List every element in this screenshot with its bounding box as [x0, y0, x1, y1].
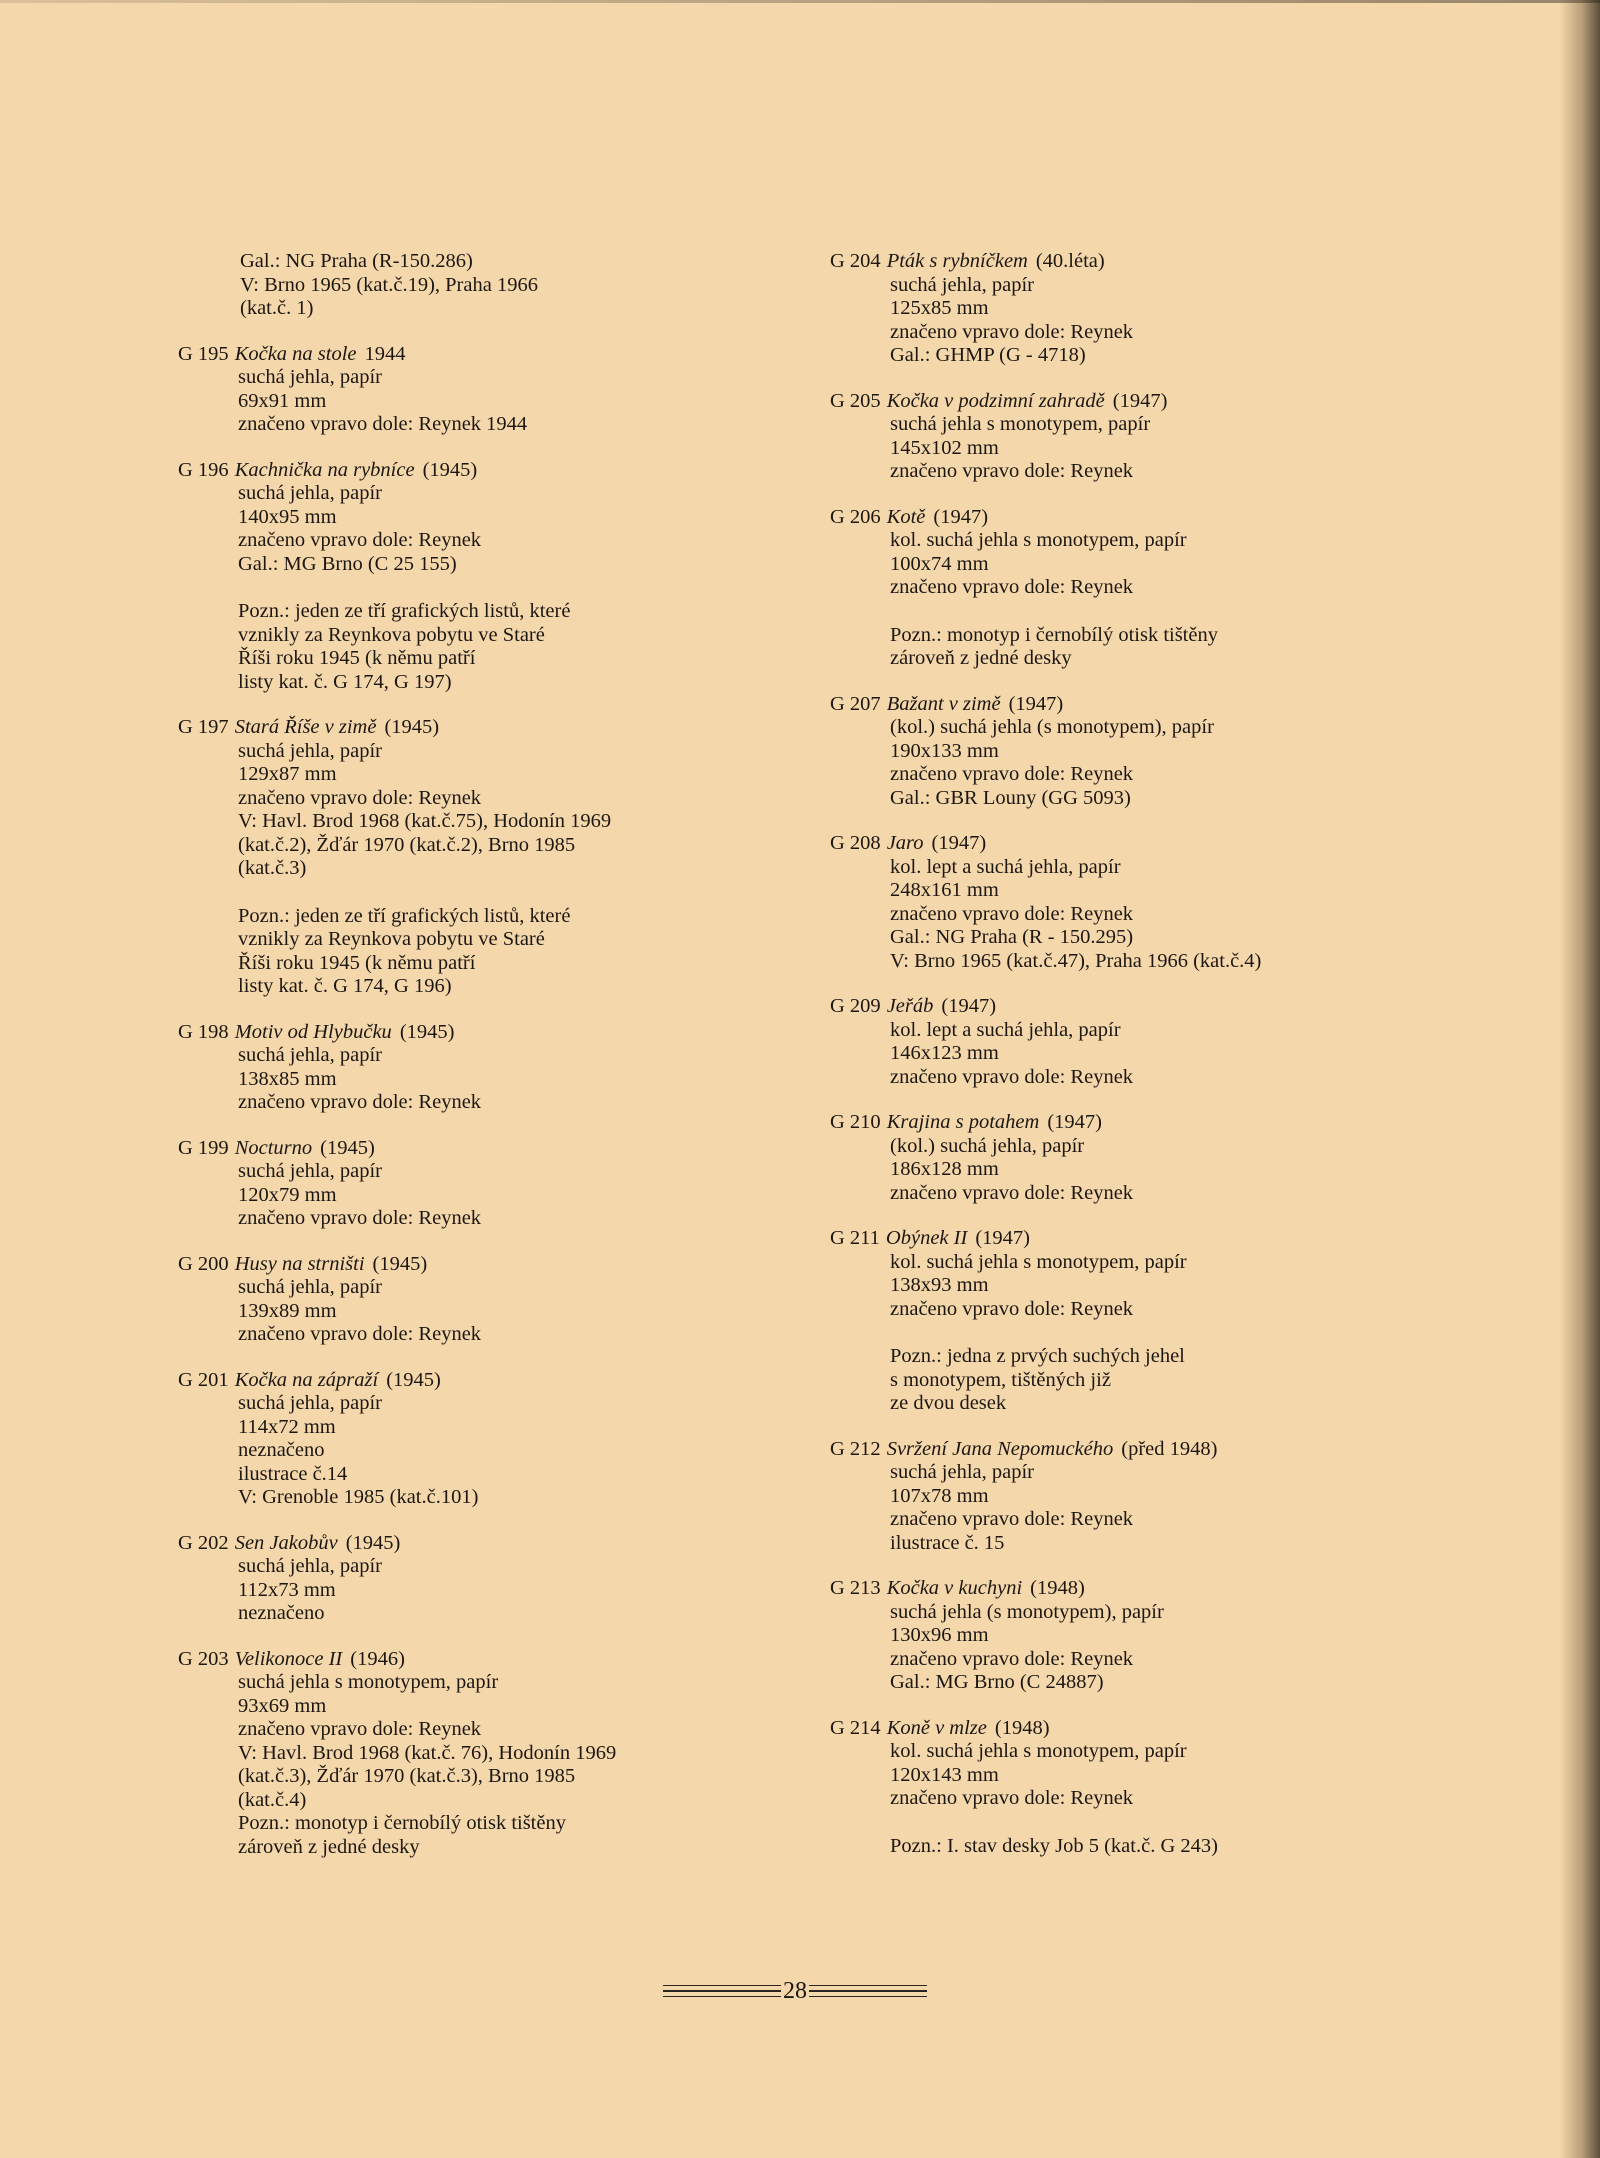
entry-date: (1947)	[1008, 692, 1064, 715]
catalog-entry	[832, 832, 1392, 973]
entry-date: (1945)	[422, 458, 478, 481]
note-line: zároveň z jedné desky	[890, 647, 1072, 669]
entry-line: značeno vpravo dole: Reynek	[890, 1647, 1134, 1670]
entry-code: G 195	[178, 342, 229, 365]
entry-code: G 199	[178, 1136, 229, 1159]
entry-heading	[178, 716, 820, 740]
entry-details	[832, 856, 1392, 974]
entry-heading	[830, 1111, 1392, 1135]
entry-line: (kat.č.3), Žďár 1970 (kat.č.3), Brno 1985	[238, 1765, 576, 1787]
entry-code: G 206	[830, 505, 881, 528]
entry-line: značeno vpravo dole: Reynek	[238, 1091, 482, 1113]
entry-details	[832, 413, 1392, 484]
entry-line: značeno vpravo dole: Reynek	[238, 1718, 482, 1740]
entry-title: Bažant v zimě	[886, 692, 1001, 715]
entry-note	[238, 600, 820, 694]
entry-line: kol. suchá jehla s monotypem, papír	[890, 1740, 1187, 1762]
entry-line: suchá jehla, papír	[238, 1044, 383, 1066]
catalog-entry	[832, 390, 1392, 484]
entry-heading	[830, 1577, 1392, 1601]
entry-line: 138x85 mm	[238, 1067, 337, 1090]
entry-details	[832, 1461, 1392, 1555]
entry-line: značeno vpravo dole: Reynek	[890, 1787, 1134, 1809]
entry-line: 140x95 mm	[238, 505, 337, 528]
entry-line: Gal.: NG Praha (R - 150.295)	[890, 926, 1134, 948]
entry-details	[180, 1160, 820, 1231]
entry-code: G 211	[830, 1227, 880, 1249]
entry-line: značeno vpravo dole: Reynek	[890, 320, 1134, 343]
entry-title: Koně v mlze	[886, 1716, 987, 1739]
entry-line: suchá jehla (s monotypem), papír	[890, 1600, 1164, 1623]
entry-line: 248x161 mm	[890, 879, 999, 901]
entry-date: (1948)	[994, 1716, 1050, 1739]
entry-line: suchá jehla s monotypem, papír	[890, 413, 1151, 435]
entry-code: G 201	[178, 1368, 229, 1391]
entry-date: (1947)	[931, 832, 987, 854]
entry-details	[832, 1740, 1392, 1858]
left-entries-list	[180, 343, 820, 1860]
entry-title: Sen Jakobův	[234, 1531, 338, 1554]
note-line: Pozn.: I. stav desky Job 5 (kat.č. G 243)	[890, 1834, 1218, 1857]
entry-heading	[178, 1648, 820, 1672]
catalog-entry	[180, 1137, 820, 1231]
entry-line: 130x96 mm	[890, 1624, 989, 1646]
entry-line: neznačeno	[238, 1439, 325, 1461]
catalog-entry	[832, 250, 1392, 368]
entry-code: G 204	[830, 250, 881, 272]
entry-line: ilustrace č. 15	[890, 1531, 1005, 1554]
entry-date: (1945)	[399, 1020, 455, 1043]
entry-heading	[830, 832, 1392, 856]
entry-code: G 209	[830, 995, 881, 1017]
entry-line: V: Grenoble 1985 (kat.č.101)	[238, 1486, 479, 1508]
entry-line: suchá jehla, papír	[890, 273, 1035, 296]
entry-line: suchá jehla, papír	[238, 739, 383, 762]
entry-line: Gal.: GBR Louny (GG 5093)	[890, 786, 1131, 809]
catalog-entry	[832, 693, 1392, 811]
note-line: Pozn.: monotyp i černobílý otisk tištěny	[890, 623, 1218, 646]
catalog-entry	[832, 1577, 1392, 1695]
note-line: vznikly za Reynkova pobytu ve Staré	[238, 928, 545, 950]
entry-line: 69x91 mm	[238, 389, 327, 412]
entry-date: (1945)	[345, 1531, 401, 1554]
entry-line: 120x79 mm	[238, 1183, 337, 1206]
catalog-entry	[832, 1438, 1392, 1556]
entry-line: 146x123 mm	[890, 1042, 999, 1064]
entry-title: Kočka v podzimní zahradě	[886, 389, 1105, 412]
entry-heading	[830, 693, 1392, 717]
entry-heading	[830, 250, 1392, 274]
entry-line: kol. suchá jehla s monotypem, papír	[890, 529, 1187, 551]
entry-line: kol. suchá jehla s monotypem, papír	[890, 1250, 1187, 1273]
entry-date: (1947)	[1047, 1111, 1102, 1133]
entry-date: (1945)	[384, 716, 440, 738]
note-line: vznikly za Reynkova pobytu ve Staré	[238, 623, 545, 646]
catalog-entry	[832, 1227, 1392, 1416]
entry-title: Nocturno	[234, 1136, 313, 1159]
entry-title: Svržení Jana Nepomuckého	[886, 1437, 1114, 1460]
catalog-entry	[180, 1369, 820, 1510]
entry-details	[180, 740, 820, 999]
entry-title: Pták s rybníčkem	[886, 250, 1028, 272]
entry-note	[890, 1835, 1392, 1859]
entry-heading	[830, 995, 1392, 1019]
entry-heading	[830, 390, 1392, 414]
entry-line: Gal.: MG Brno (C 25 155)	[238, 552, 457, 575]
entry-line: Gal.: MG Brno (C 24887)	[890, 1671, 1104, 1693]
catalog-entry	[180, 716, 820, 999]
entry-title: Stará Říše v zimě	[234, 716, 377, 738]
note-line: s monotypem, tištěných již	[890, 1368, 1111, 1391]
catalog-entry	[832, 1111, 1392, 1205]
entry-details	[180, 1555, 820, 1626]
footer-rule-right	[809, 1985, 927, 1998]
entry-title: Jaro	[886, 832, 924, 854]
entry-details	[832, 1601, 1392, 1695]
note-line: Říši roku 1945 (k němu patří	[238, 647, 476, 669]
entry-details	[832, 1135, 1392, 1206]
entry-details	[180, 1671, 820, 1859]
page-footer	[650, 1976, 940, 2006]
entry-line: (kat.č.2), Žďár 1970 (kat.č.2), Brno 1985	[238, 833, 576, 856]
note-line: listy kat. č. G 174, G 196)	[238, 975, 452, 997]
note-line: Pozn.: jedna z prvých suchých jehel	[890, 1345, 1185, 1367]
catalog-entry	[180, 1253, 820, 1347]
note-line: Říši roku 1945 (k němu patří	[238, 951, 476, 974]
entry-title: Husy na strništi	[234, 1252, 365, 1275]
entry-line: (kol.) suchá jehla, papír	[890, 1134, 1085, 1157]
left-column	[180, 250, 820, 1881]
entry-line: zároveň z jedné desky	[238, 1835, 420, 1858]
entry-line: značeno vpravo dole: Reynek	[238, 1323, 482, 1345]
entry-line: značeno vpravo dole: Reynek 1944	[238, 413, 528, 435]
entry-date: (1947)	[941, 995, 997, 1017]
entry-heading	[830, 1227, 1392, 1251]
entry-line: 145x102 mm	[890, 436, 999, 459]
entry-title: Velikonoce II	[234, 1647, 343, 1670]
entry-line: značeno vpravo dole: Reynek	[238, 529, 482, 551]
entry-title: Kočka na zápraží	[234, 1368, 379, 1391]
entry-date: (1947)	[933, 505, 989, 528]
entry-line: V: Havl. Brod 1968 (kat.č. 76), Hodonín 1969	[238, 1741, 617, 1764]
entry-line: značeno vpravo dole: Reynek	[890, 1297, 1134, 1320]
entry-line: značeno vpravo dole: Reynek	[890, 902, 1134, 925]
entry-line: 107x78 mm	[890, 1484, 989, 1507]
entry-heading	[178, 1369, 820, 1393]
entry-heading	[178, 1137, 820, 1161]
entry-title: Kachnička na rybníce	[234, 458, 415, 481]
entry-date: (před 1948)	[1121, 1437, 1218, 1460]
entry-line: V: Brno 1965 (kat.č.19), Praha 1966	[240, 273, 538, 296]
entry-details	[180, 1044, 820, 1115]
right-entries-list	[832, 250, 1392, 1858]
entry-line: 138x93 mm	[890, 1274, 989, 1296]
catalog-entry	[832, 995, 1392, 1089]
entry-code: G 208	[830, 832, 881, 854]
entry-line: suchá jehla, papír	[238, 1160, 383, 1182]
book-spine-shadow	[1560, 0, 1600, 2158]
catalog-entry	[832, 1717, 1392, 1859]
entry-line: Gal.: GHMP (G - 4718)	[890, 344, 1086, 366]
note-line: listy kat. č. G 174, G 197)	[238, 670, 452, 693]
catalog-entry	[180, 1532, 820, 1626]
entry-date: (1947)	[975, 1227, 1030, 1249]
entry-code: G 205	[830, 389, 881, 412]
entry-line: značeno vpravo dole: Reynek	[890, 1181, 1134, 1204]
entry-date: (1945)	[372, 1252, 428, 1275]
note-line: Pozn.: jeden ze tří grafických listů, které	[238, 904, 571, 927]
entry-line: značeno vpravo dole: Reynek	[890, 460, 1134, 482]
entry-line: suchá jehla, papír	[238, 1276, 383, 1298]
entry-line: suchá jehla, papír	[238, 366, 383, 388]
page-top-edge	[0, 0, 1600, 3]
entry-line: značeno vpravo dole: Reynek	[890, 1065, 1134, 1088]
page-number: 28	[783, 1977, 807, 2004]
entry-line: neznačeno	[238, 1602, 325, 1624]
catalog-entry	[180, 343, 820, 437]
entry-line: 190x133 mm	[890, 739, 999, 762]
note-line: Pozn.: jeden ze tří grafických listů, které	[238, 600, 571, 622]
entry-note	[890, 1345, 1392, 1416]
entry-line: značeno vpravo dole: Reynek	[890, 576, 1134, 598]
entry-details	[832, 274, 1392, 368]
entry-title: Krajina s potahem	[886, 1111, 1040, 1133]
entry-line: V: Brno 1965 (kat.č.47), Praha 1966 (kat.č.4)	[890, 949, 1262, 972]
catalog-entry	[180, 459, 820, 695]
entry-line: suchá jehla s monotypem, papír	[238, 1671, 499, 1693]
entry-date: (40.léta)	[1035, 250, 1105, 272]
entry-title: Motiv od Hlybučku	[234, 1020, 392, 1043]
entry-date: (1945)	[386, 1368, 441, 1391]
entry-details	[180, 1276, 820, 1347]
entry-date: (1946)	[350, 1647, 405, 1670]
entry-line: 93x69 mm	[238, 1694, 327, 1717]
entry-details	[832, 716, 1392, 810]
entry-heading	[178, 1532, 820, 1556]
entry-details	[832, 1251, 1392, 1416]
entry-heading	[830, 1717, 1392, 1741]
entry-line: (kol.) suchá jehla (s monotypem), papír	[890, 716, 1214, 738]
entry-date: (1947)	[1112, 389, 1168, 412]
entry-line: suchá jehla, papír	[238, 482, 383, 504]
entry-line: kol. lept a suchá jehla, papír	[890, 1018, 1121, 1041]
catalog-entry	[832, 506, 1392, 671]
note-line: ze dvou desek	[890, 1392, 1007, 1414]
entry-line: (kat.č.4)	[238, 1788, 307, 1811]
entry-code: G 198	[178, 1020, 229, 1043]
entry-note	[238, 905, 820, 999]
entry-line: suchá jehla, papír	[238, 1555, 383, 1577]
entry-line: značeno vpravo dole: Reynek	[890, 1508, 1134, 1530]
entry-line: Pozn.: monotyp i černobílý otisk tištěny	[238, 1812, 566, 1834]
entry-note	[890, 624, 1392, 671]
entry-line: (kat.č.3)	[238, 857, 307, 879]
entry-code: G 212	[830, 1437, 881, 1460]
entry-line: V: Havl. Brod 1968 (kat.č.75), Hodonín 1969	[238, 810, 612, 832]
entry-heading	[830, 1438, 1392, 1462]
entry-code: G 210	[830, 1111, 881, 1133]
entry-details	[180, 482, 820, 694]
entry-line: 112x73 mm	[238, 1578, 336, 1601]
catalog-entry	[180, 1648, 820, 1860]
entry-line: 129x87 mm	[238, 763, 337, 785]
entry-line: Gal.: NG Praha (R-150.286)	[240, 250, 473, 272]
entry-title: Obýnek II	[885, 1227, 968, 1249]
entry-line: ilustrace č.14	[238, 1462, 348, 1485]
right-column	[832, 250, 1392, 1880]
entry-line: 139x89 mm	[238, 1299, 337, 1322]
entry-code: G 202	[178, 1531, 229, 1554]
entry-heading	[830, 506, 1392, 530]
entry-line: značeno vpravo dole: Reynek	[238, 786, 482, 809]
entry-code: G 213	[830, 1577, 881, 1599]
entry-code: G 200	[178, 1252, 229, 1275]
entry-title: Kočka v kuchyni	[886, 1577, 1023, 1599]
entry-heading	[178, 1253, 820, 1277]
entry-line: 120x143 mm	[890, 1763, 999, 1786]
entry-details	[180, 366, 820, 437]
entry-details	[832, 529, 1392, 671]
entry-line: značeno vpravo dole: Reynek	[238, 1207, 482, 1229]
entry-details	[180, 1392, 820, 1510]
entry-line: suchá jehla, papír	[890, 1461, 1035, 1483]
continued-entry	[180, 250, 820, 321]
footer-rule-left	[663, 1985, 781, 1998]
entry-date: (1945)	[320, 1136, 375, 1159]
entry-date: 1944	[364, 342, 406, 365]
entry-code: G 196	[178, 458, 229, 481]
entry-code: G 207	[830, 692, 881, 715]
entry-line: 114x72 mm	[238, 1415, 336, 1438]
entry-heading	[178, 459, 820, 483]
entry-title: Kotě	[886, 505, 926, 528]
catalog-entry	[180, 1021, 820, 1115]
entry-heading	[178, 343, 820, 367]
entry-line: značeno vpravo dole: Reynek	[890, 763, 1134, 785]
entry-code: G 214	[830, 1716, 881, 1739]
entry-details	[832, 1019, 1392, 1090]
entry-line: 186x128 mm	[890, 1158, 999, 1180]
entry-line: (kat.č. 1)	[240, 297, 314, 319]
entry-line: 100x74 mm	[890, 552, 989, 575]
entry-date: (1948)	[1030, 1577, 1085, 1599]
entry-code: G 203	[178, 1647, 229, 1670]
entry-title: Kočka na stole	[234, 342, 357, 365]
entry-line: suchá jehla, papír	[238, 1392, 383, 1414]
entry-heading	[178, 1021, 820, 1045]
entry-code: G 197	[178, 716, 229, 738]
entry-line: kol. lept a suchá jehla, papír	[890, 855, 1121, 878]
entry-title: Jeřáb	[886, 995, 934, 1017]
entry-line: 125x85 mm	[890, 297, 989, 319]
